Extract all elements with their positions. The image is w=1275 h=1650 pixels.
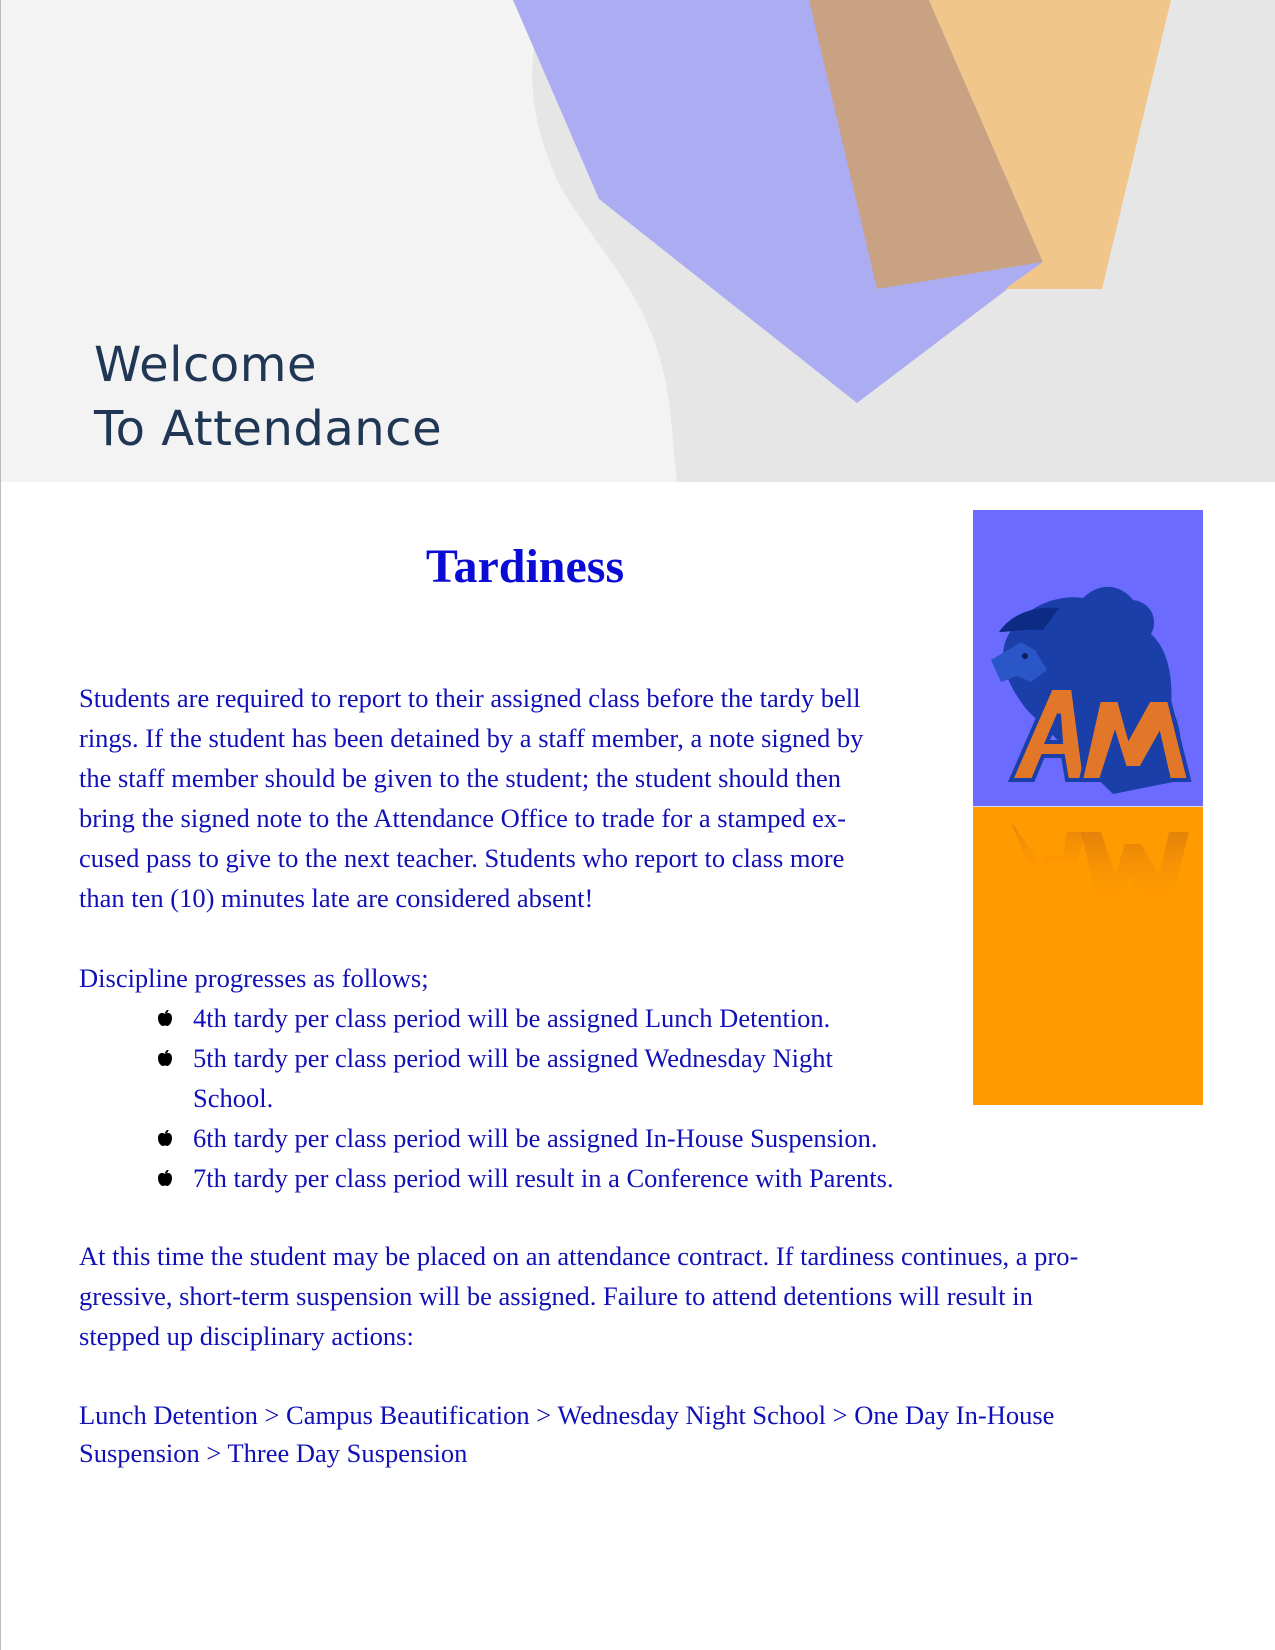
apple-bullet-icon [157, 1129, 173, 1147]
list-item-text-continued: School. [193, 1083, 274, 1113]
title-line-1: Welcome [94, 337, 318, 393]
tardy-policy-paragraph [79, 678, 959, 918]
list-item-text: 6th tardy per class period will be assigned In-House Suspension. [193, 1123, 878, 1153]
page-title [94, 333, 442, 461]
paragraph-line: At this time the student may be placed on an attendance contract. If tardiness continues, a pro- [79, 1241, 1079, 1271]
list-item [151, 1158, 894, 1198]
school-logo-panel [973, 510, 1203, 1105]
paragraph-line: Students are required to report to their assigned class before the tardy bell [79, 683, 861, 713]
paragraph-line: bring the signed note to the Attendance Office to trade for a stamped ex- [79, 803, 847, 833]
paragraph-line: Suspension > Three Day Suspension [79, 1438, 468, 1468]
discipline-list [151, 998, 894, 1198]
paragraph-line: the staff member should be given to the student; the student should then [79, 763, 841, 793]
escalation-sequence [79, 1396, 1209, 1472]
apple-bullet-icon [157, 1169, 173, 1187]
discipline-intro: Discipline progresses as follows; [79, 963, 429, 993]
list-item [151, 1038, 894, 1118]
section-heading: Tardiness [425, 540, 625, 593]
list-item-text: 5th tardy per class period will be assigned Wednesday Night [193, 1043, 833, 1073]
list-item [151, 998, 894, 1038]
list-item-text: 4th tardy per class period will be assigned Lunch Detention. [193, 1003, 831, 1033]
paragraph-line: rings. If the student has been detained by a staff member, a note signed by [79, 723, 864, 753]
paragraph-line: stepped up disciplinary actions: [79, 1321, 414, 1351]
apple-bullet-icon [157, 1009, 173, 1027]
title-line-2: To Attendance [94, 401, 443, 457]
apple-bullet-icon [157, 1049, 173, 1067]
paragraph-line: gressive, short-term suspension will be assigned. Failure to attend detentions will result in [79, 1281, 1033, 1311]
paragraph-line: cused pass to give to the next teacher. Students who report to class more [79, 843, 845, 873]
paragraph-line: than ten (10) minutes late are considered absent! [79, 883, 594, 913]
contract-paragraph [79, 1236, 1209, 1356]
list-item [151, 1118, 894, 1158]
header-banner [1, 0, 1275, 482]
paragraph-line: Lunch Detention > Campus Beautification > Wednesday Night School > One Day In-House [79, 1400, 1055, 1430]
list-item-text: 7th tardy per class period will result in a Conference with Parents. [193, 1163, 894, 1193]
school-logo [973, 510, 1203, 1105]
